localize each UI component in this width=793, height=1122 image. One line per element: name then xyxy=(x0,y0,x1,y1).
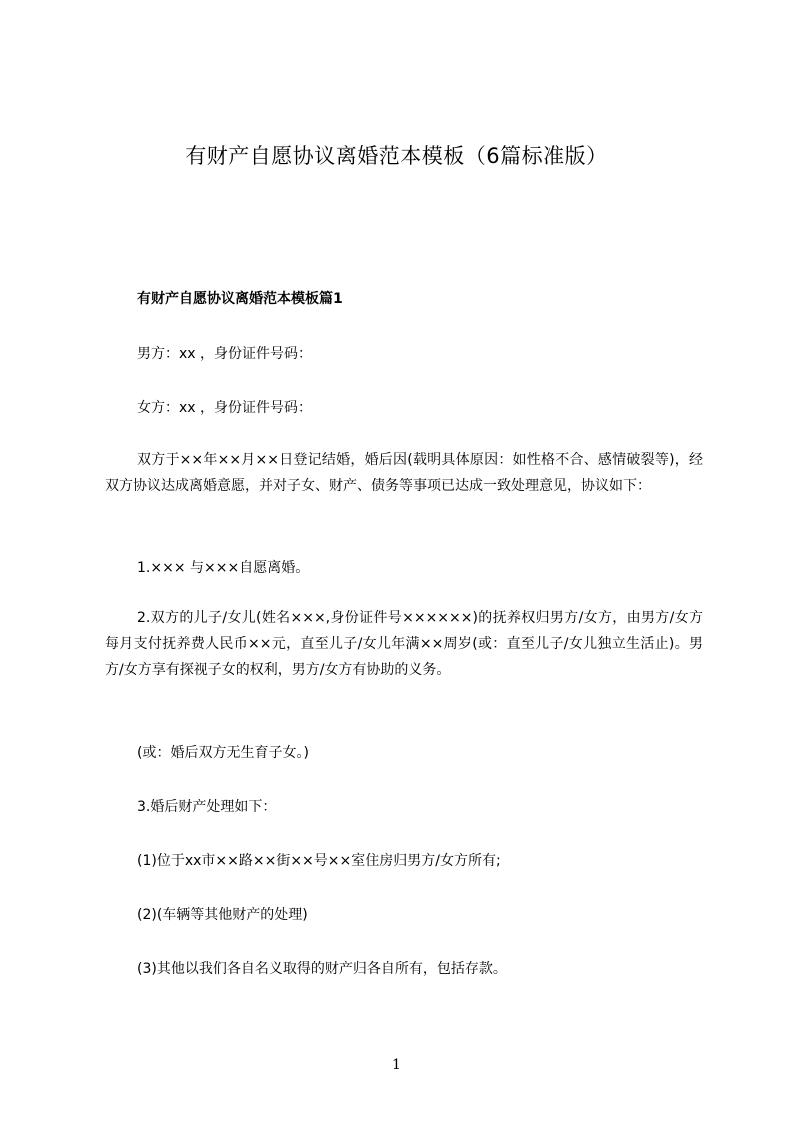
section-heading: 有财产自愿协议离婚范本模板篇1 xyxy=(137,291,343,307)
intro-paragraph: 双方于××年××月××日登记结婚，婚后因(载明具体原因：如性格不合、感情破裂等)，经双方协议达成离婚意愿，并对子女、财产、债务等事项已达成一致处理意见，协议如下： xyxy=(105,452,703,494)
clause-2-alternative: (或：婚后双方无生育子女。) xyxy=(137,745,309,761)
clause-3: 3.婚后财产处理如下： xyxy=(137,799,277,815)
page-number: 1 xyxy=(392,1057,401,1073)
female-party-line: 女方：xx ，身份证件号码： xyxy=(137,400,313,416)
male-party-line: 男方：xx ，身份证件号码： xyxy=(137,346,313,362)
clause-3-item-2: (2)(车辆等其他财产的处理) xyxy=(137,907,308,923)
clause-1: 1.××× 与×××自愿离婚。 xyxy=(137,560,310,576)
document-title: 有财产自愿协议离婚范本模板（6篇标准版） xyxy=(185,144,608,168)
clause-3-item-3: (3)其他以我们各自名义取得的财产归各自所有，包括存款。 xyxy=(137,961,507,977)
clause-3-item-1: (1)位于xx市××路××街××号××室住房归男方/女方所有; xyxy=(137,853,501,869)
clause-2-paragraph: 2.双方的儿子/女儿(姓名×××,身份证件号××××××)的抚养权归男方/女方，由男方/女方每月支付抚养费人民币××元，直至儿子/女儿年满××周岁(或：直至儿子/女儿独立生活止)。男方/女方享有探视子女的权利，男方/女方有协助的义务。 xyxy=(105,610,703,678)
